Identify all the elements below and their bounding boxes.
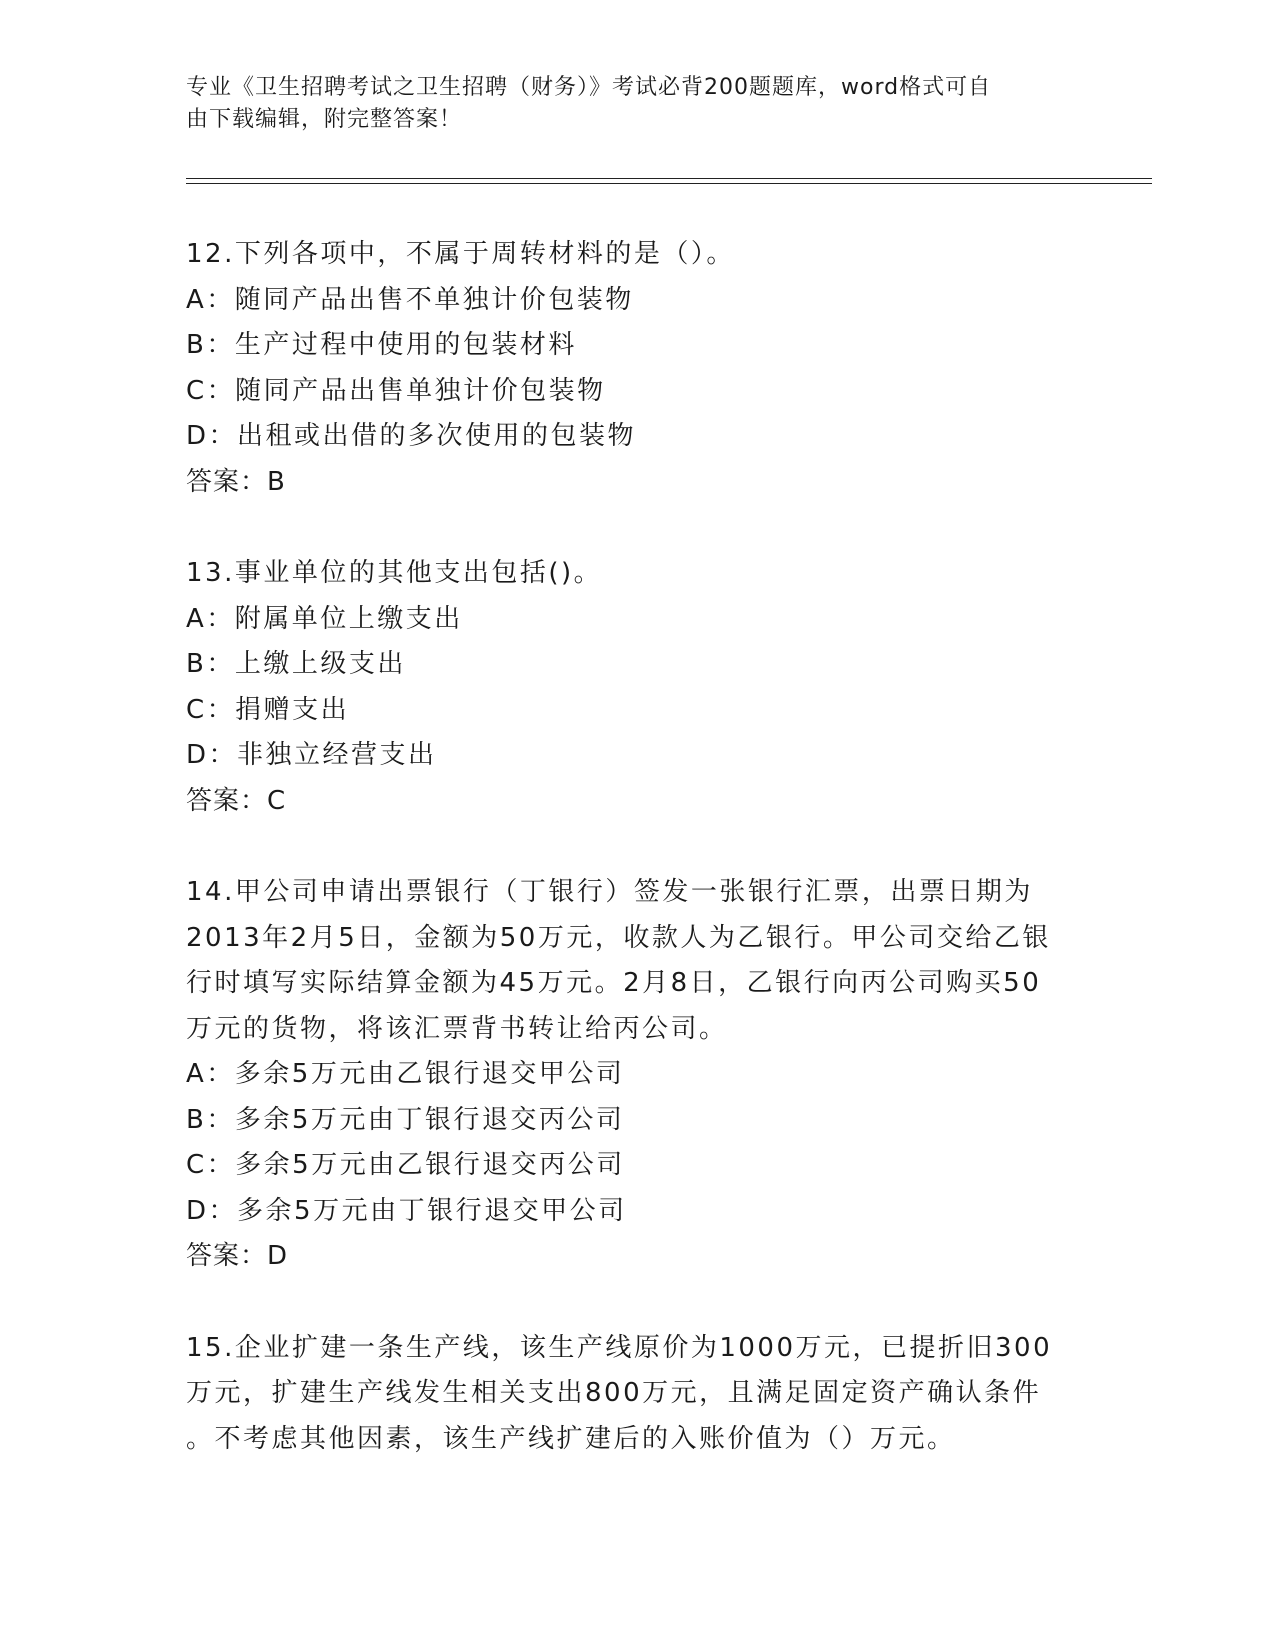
option-c: C：捐赠支出 [186, 694, 350, 725]
option-a: A：附属单位上缴支出 [186, 603, 463, 634]
question-stem-line: 15.企业扩建一条生产线，该生产线原价为1000万元，已提折旧300 [186, 1332, 1053, 1363]
question-stem: 12.下列各项中，不属于周转材料的是（）。 [186, 239, 735, 269]
option-c: C：多余5万元由乙银行退交丙公司 [186, 1150, 625, 1180]
option-d: D：出租或出借的多次使用的包装物 [186, 421, 637, 451]
document-header [186, 72, 1066, 136]
question-12 [186, 232, 1086, 505]
option-b: B：多余5万元由丁银行退交丙公司 [186, 1104, 625, 1135]
header-divider-top [186, 178, 1152, 179]
option-d: D：多余5万元由丁银行退交甲公司 [186, 1195, 627, 1226]
question-list [186, 232, 1086, 1508]
question-stem-line: 万元的货物，将该汇票背书转让给丙公司。 [186, 1013, 728, 1044]
question-stem-line: 万元，扩建生产线发生相关支出800万元，且满足固定资产确认条件 [186, 1378, 1042, 1408]
answer: 答案：B [186, 466, 286, 497]
answer: 答案：C [186, 785, 287, 816]
header-line-2: 由下载编辑，附完整答案！ [186, 107, 463, 132]
question-15 [186, 1326, 1086, 1463]
question-stem: 13.事业单位的其他支出包括()。 [186, 558, 603, 588]
header-divider-bottom [186, 183, 1152, 184]
option-d: D：非独立经营支出 [186, 740, 437, 770]
option-a: A：随同产品出售不单独计价包装物 [186, 284, 634, 315]
option-b: B：上缴上级支出 [186, 649, 406, 679]
question-stem-line: 。不考虑其他因素，该生产线扩建后的入账价值为（）万元。 [186, 1423, 956, 1454]
header-line-1: 专业《卫生招聘考试之卫生招聘（财务）》考试必背200题题库，word格式可自 [186, 75, 992, 100]
option-a: A：多余5万元由乙银行退交甲公司 [186, 1059, 625, 1089]
question-stem-line: 14.甲公司申请出票银行（丁银行）签发一张银行汇票，出票日期为 [186, 877, 1033, 907]
question-13 [186, 551, 1086, 824]
answer: 答案：D [186, 1241, 289, 1271]
question-stem-line: 2013年2月5日，金额为50万元，收款人为乙银行。甲公司交给乙银 [186, 922, 1051, 953]
option-c: C：随同产品出售单独计价包装物 [186, 375, 606, 406]
option-b: B：生产过程中使用的包装材料 [186, 330, 577, 360]
question-14 [186, 870, 1086, 1280]
question-stem-line: 行时填写实际结算金额为45万元。2月8日，乙银行向丙公司购买50 [186, 968, 1042, 998]
